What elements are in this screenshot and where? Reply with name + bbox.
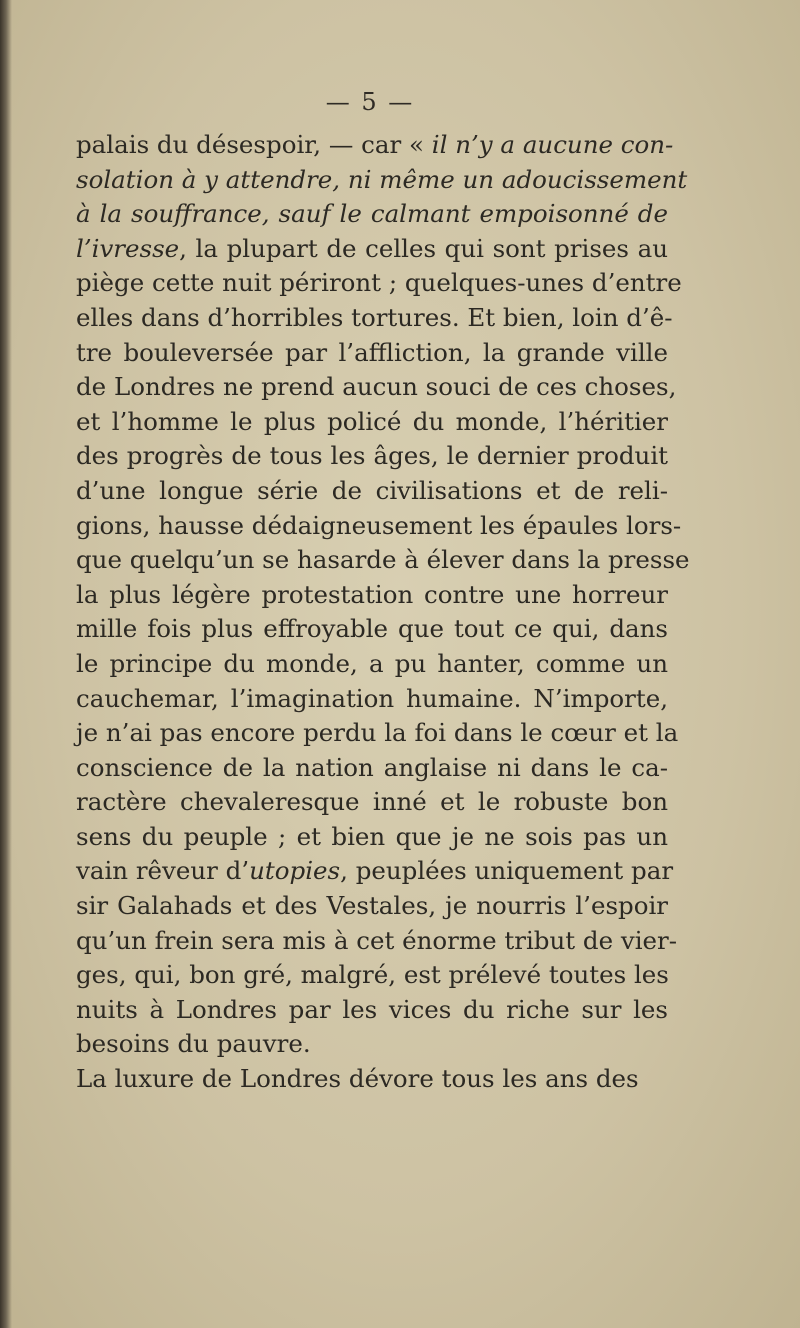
text-segment: la plus légère protestation contre une horreur <box>76 579 668 609</box>
text-line <box>76 163 688 198</box>
text-line <box>76 232 668 267</box>
italic-text-segment: solation à y attendre, ni même un adoucissement <box>76 164 688 194</box>
text-line <box>76 785 668 820</box>
text-line <box>76 854 674 889</box>
text-segment: conscience de la nation anglaise ni dans le ca- <box>76 752 668 782</box>
text-line <box>76 128 674 163</box>
body-text <box>76 128 690 1097</box>
text-segment: sens du peuple ; et bien que je ne sois pas un <box>76 821 668 851</box>
text-line <box>76 197 668 232</box>
text-line <box>76 543 690 578</box>
text-segment: qu’un frein sera mis à cet énorme tribut de vier- <box>76 925 678 955</box>
text-segment: mille fois plus effroyable que tout ce qui, dans <box>76 614 668 644</box>
text-line <box>76 336 668 371</box>
text-segment: sir Galahads et des Vestales, je nourris l’espoir <box>76 891 668 921</box>
text-segment: piège cette nuit périront ; quelques-unes d’entre <box>76 268 682 298</box>
text-segment: elles dans d’horribles tortures. Et bien, loin d’ê- <box>76 302 673 332</box>
text-segment: nuits à Londres par les vices du riche sur les <box>76 994 668 1024</box>
text-line <box>76 509 682 544</box>
text-line <box>76 682 668 717</box>
text-segment: vain rêveur d’ <box>76 856 250 886</box>
text-line <box>76 1062 668 1097</box>
text-segment: palais du désespoir, — car « <box>76 130 432 159</box>
text-line <box>76 578 668 613</box>
text-segment: La luxure de Londres dévore tous les ans des <box>76 1064 639 1094</box>
text-line <box>76 405 668 440</box>
page-number: — 5 — <box>325 88 415 116</box>
text-segment: le principe du monde, a pu hanter, comme un <box>76 648 668 678</box>
text-segment: ges, qui, bon gré, malgré, est prélevé toutes les <box>76 960 669 990</box>
text-segment: et l’homme le plus policé du monde, l’héritier <box>76 406 668 436</box>
text-line <box>76 993 668 1028</box>
text-line <box>76 647 668 682</box>
text-line <box>76 474 668 509</box>
text-line <box>76 820 668 855</box>
text-segment: je n’ai pas encore perdu la foi dans le cœur et la <box>76 718 679 748</box>
text-line <box>76 1027 668 1062</box>
text-segment: cauchemar, l’imagination humaine. N’importe, <box>76 683 668 713</box>
italic-text-segment: il n’y a aucune con- <box>431 130 674 159</box>
text-line <box>76 716 679 751</box>
text-line <box>76 439 668 474</box>
text-segment: tre bouleversée par l’affliction, la grande ville <box>76 337 668 367</box>
text-line <box>76 266 682 301</box>
text-segment: , la plupart de celles qui sont prises au <box>179 233 668 263</box>
text-segment: que quelqu’un se hasarde à élever dans la presse <box>76 545 690 575</box>
text-segment: , peuplées uniquement par <box>340 856 674 886</box>
italic-text-segment: utopies <box>249 856 341 886</box>
text-segment: des progrès de tous les âges, le dernier produit <box>76 441 668 471</box>
text-line <box>76 301 673 336</box>
text-line <box>76 751 668 786</box>
text-segment: besoins du pauvre. <box>76 1029 311 1059</box>
text-segment: d’une longue série de civilisations et de reli- <box>76 475 668 505</box>
text-segment: gions, hausse dédaigneusement les épaules lors- <box>76 510 682 540</box>
italic-text-segment: l’ivresse <box>76 233 180 263</box>
text-segment: ractère chevaleresque inné et le robuste bon <box>76 787 668 817</box>
text-line <box>76 889 668 924</box>
book-spine-shadow <box>0 0 12 1328</box>
text-line <box>76 370 677 405</box>
text-line <box>76 924 678 959</box>
text-line <box>76 612 668 647</box>
text-line <box>76 958 668 993</box>
italic-text-segment: à la souffrance, sauf le calmant empoisonné de <box>76 199 668 229</box>
text-segment: de Londres ne prend aucun souci de ces choses, <box>76 372 677 402</box>
